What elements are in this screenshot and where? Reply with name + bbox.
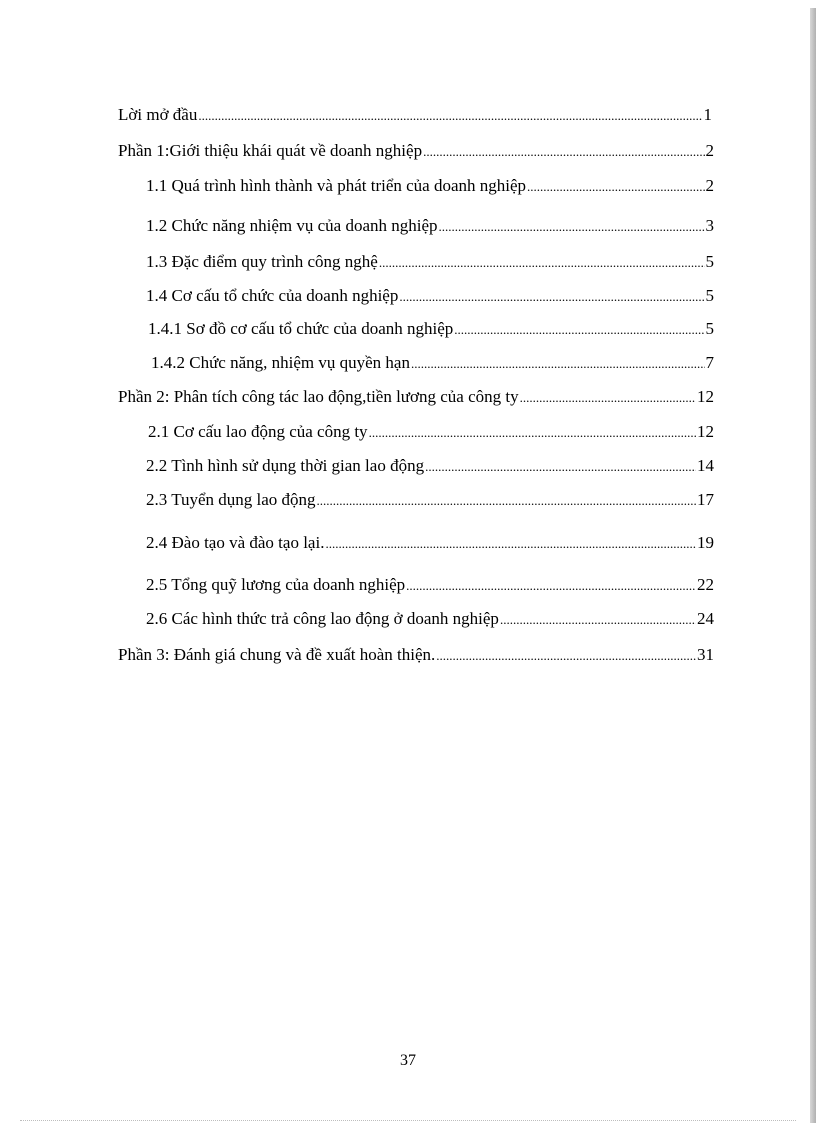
toc-entry[interactable] [146,608,714,631]
toc-dot-leader [520,387,696,409]
toc-entry[interactable] [151,352,714,375]
toc-entry-title: 1.4 Cơ cấu tổ chức của doanh nghiệp [146,286,399,305]
toc-entry-title: Lời mở đầu [118,105,198,124]
toc-entry-title: 2.6 Các hình thức trả công lao động ở doanh nghiệp [146,609,499,628]
toc-entry-title: 2.3 Tuyển dụng lao động [146,490,316,509]
toc-dot-leader [379,252,705,274]
toc-dot-leader [399,286,704,308]
toc-entry-page: 1 [703,105,712,124]
toc-dot-leader [425,456,696,478]
toc-entry-title: 1.4.1 Sơ đồ cơ cấu tổ chức của doanh nghiệp [148,319,454,338]
toc-entry-page: 24 [697,609,714,628]
toc-entry[interactable] [146,455,714,478]
page-edge-shadow [810,8,816,1123]
toc-entry-title: Phần 1:Giới thiệu khái quát về doanh nghiệp [118,141,423,160]
toc-entry-page: 2 [705,176,714,195]
toc-entry[interactable] [146,175,714,198]
toc-dot-leader [369,422,696,444]
toc-entry-title: 1.4.2 Chức năng, nhiệm vụ quyền hạn [151,353,410,372]
toc-entry-page: 3 [705,216,714,235]
toc-entry[interactable] [146,215,714,238]
toc-entry-page: 17 [697,490,714,509]
toc-entry-page: 7 [705,353,714,372]
toc-entry-title: 1.3 Đặc điểm quy trình công nghệ [146,252,378,271]
page-number: 37 [400,1052,416,1069]
toc-entry[interactable] [148,318,714,341]
toc-entry-page: 19 [697,533,714,552]
toc-entry-page: 5 [705,319,714,338]
toc-dot-leader [439,216,705,238]
toc-dot-leader [317,490,696,512]
toc-entry-page: 12 [697,422,714,441]
toc-entry-title: 2.4 Đào tạo và đào tạo lại. [146,533,325,552]
toc-entry[interactable] [118,104,712,127]
toc-entry-title: 2.1 Cơ cấu lao động của công ty [148,422,368,441]
toc-dot-leader [325,533,696,555]
toc-dot-leader [411,353,705,375]
toc-entry-page: 12 [697,387,714,406]
toc-entry-title: 2.5 Tổng quỹ lương của doanh nghiệp [146,575,406,594]
toc-entry-page: 5 [705,252,714,271]
toc-entry-title: Phần 3: Đánh giá chung và đề xuất hoàn thiện. [118,645,436,664]
toc-dot-leader [198,105,702,127]
toc-entry-title: 1.2 Chức năng nhiệm vụ của doanh nghiệp [146,216,438,235]
toc-entry[interactable] [146,489,714,512]
toc-entry[interactable] [148,421,714,444]
toc-dot-leader [423,141,704,163]
toc-entry-page: 2 [705,141,714,160]
toc-entry[interactable] [118,386,714,409]
toc-entry-page: 22 [697,575,714,594]
toc-dot-leader [436,645,696,667]
footer-dotted-rule [20,1120,796,1121]
toc-entry-page: 14 [697,456,714,475]
toc-entry[interactable] [118,644,714,667]
toc-entry-title: 2.2 Tình hình sử dụng thời gian lao động [146,456,425,475]
toc-entry-page: 5 [705,286,714,305]
toc-entry-title: Phần 2: Phân tích công tác lao động,tiền lương của công ty [118,387,519,406]
toc-entry[interactable] [146,251,714,274]
toc-entry-title: 1.1 Quá trình hình thành và phát triển của doanh nghiệp [146,176,527,195]
toc-dot-leader [454,319,704,341]
toc-entry[interactable] [118,140,714,163]
toc-entry-page: 31 [697,645,714,664]
toc-dot-leader [500,609,696,631]
toc-dot-leader [527,176,704,198]
toc-entry[interactable] [146,285,714,308]
toc-entry[interactable] [146,532,714,555]
toc-dot-leader [406,575,696,597]
toc-entry[interactable] [146,574,714,597]
